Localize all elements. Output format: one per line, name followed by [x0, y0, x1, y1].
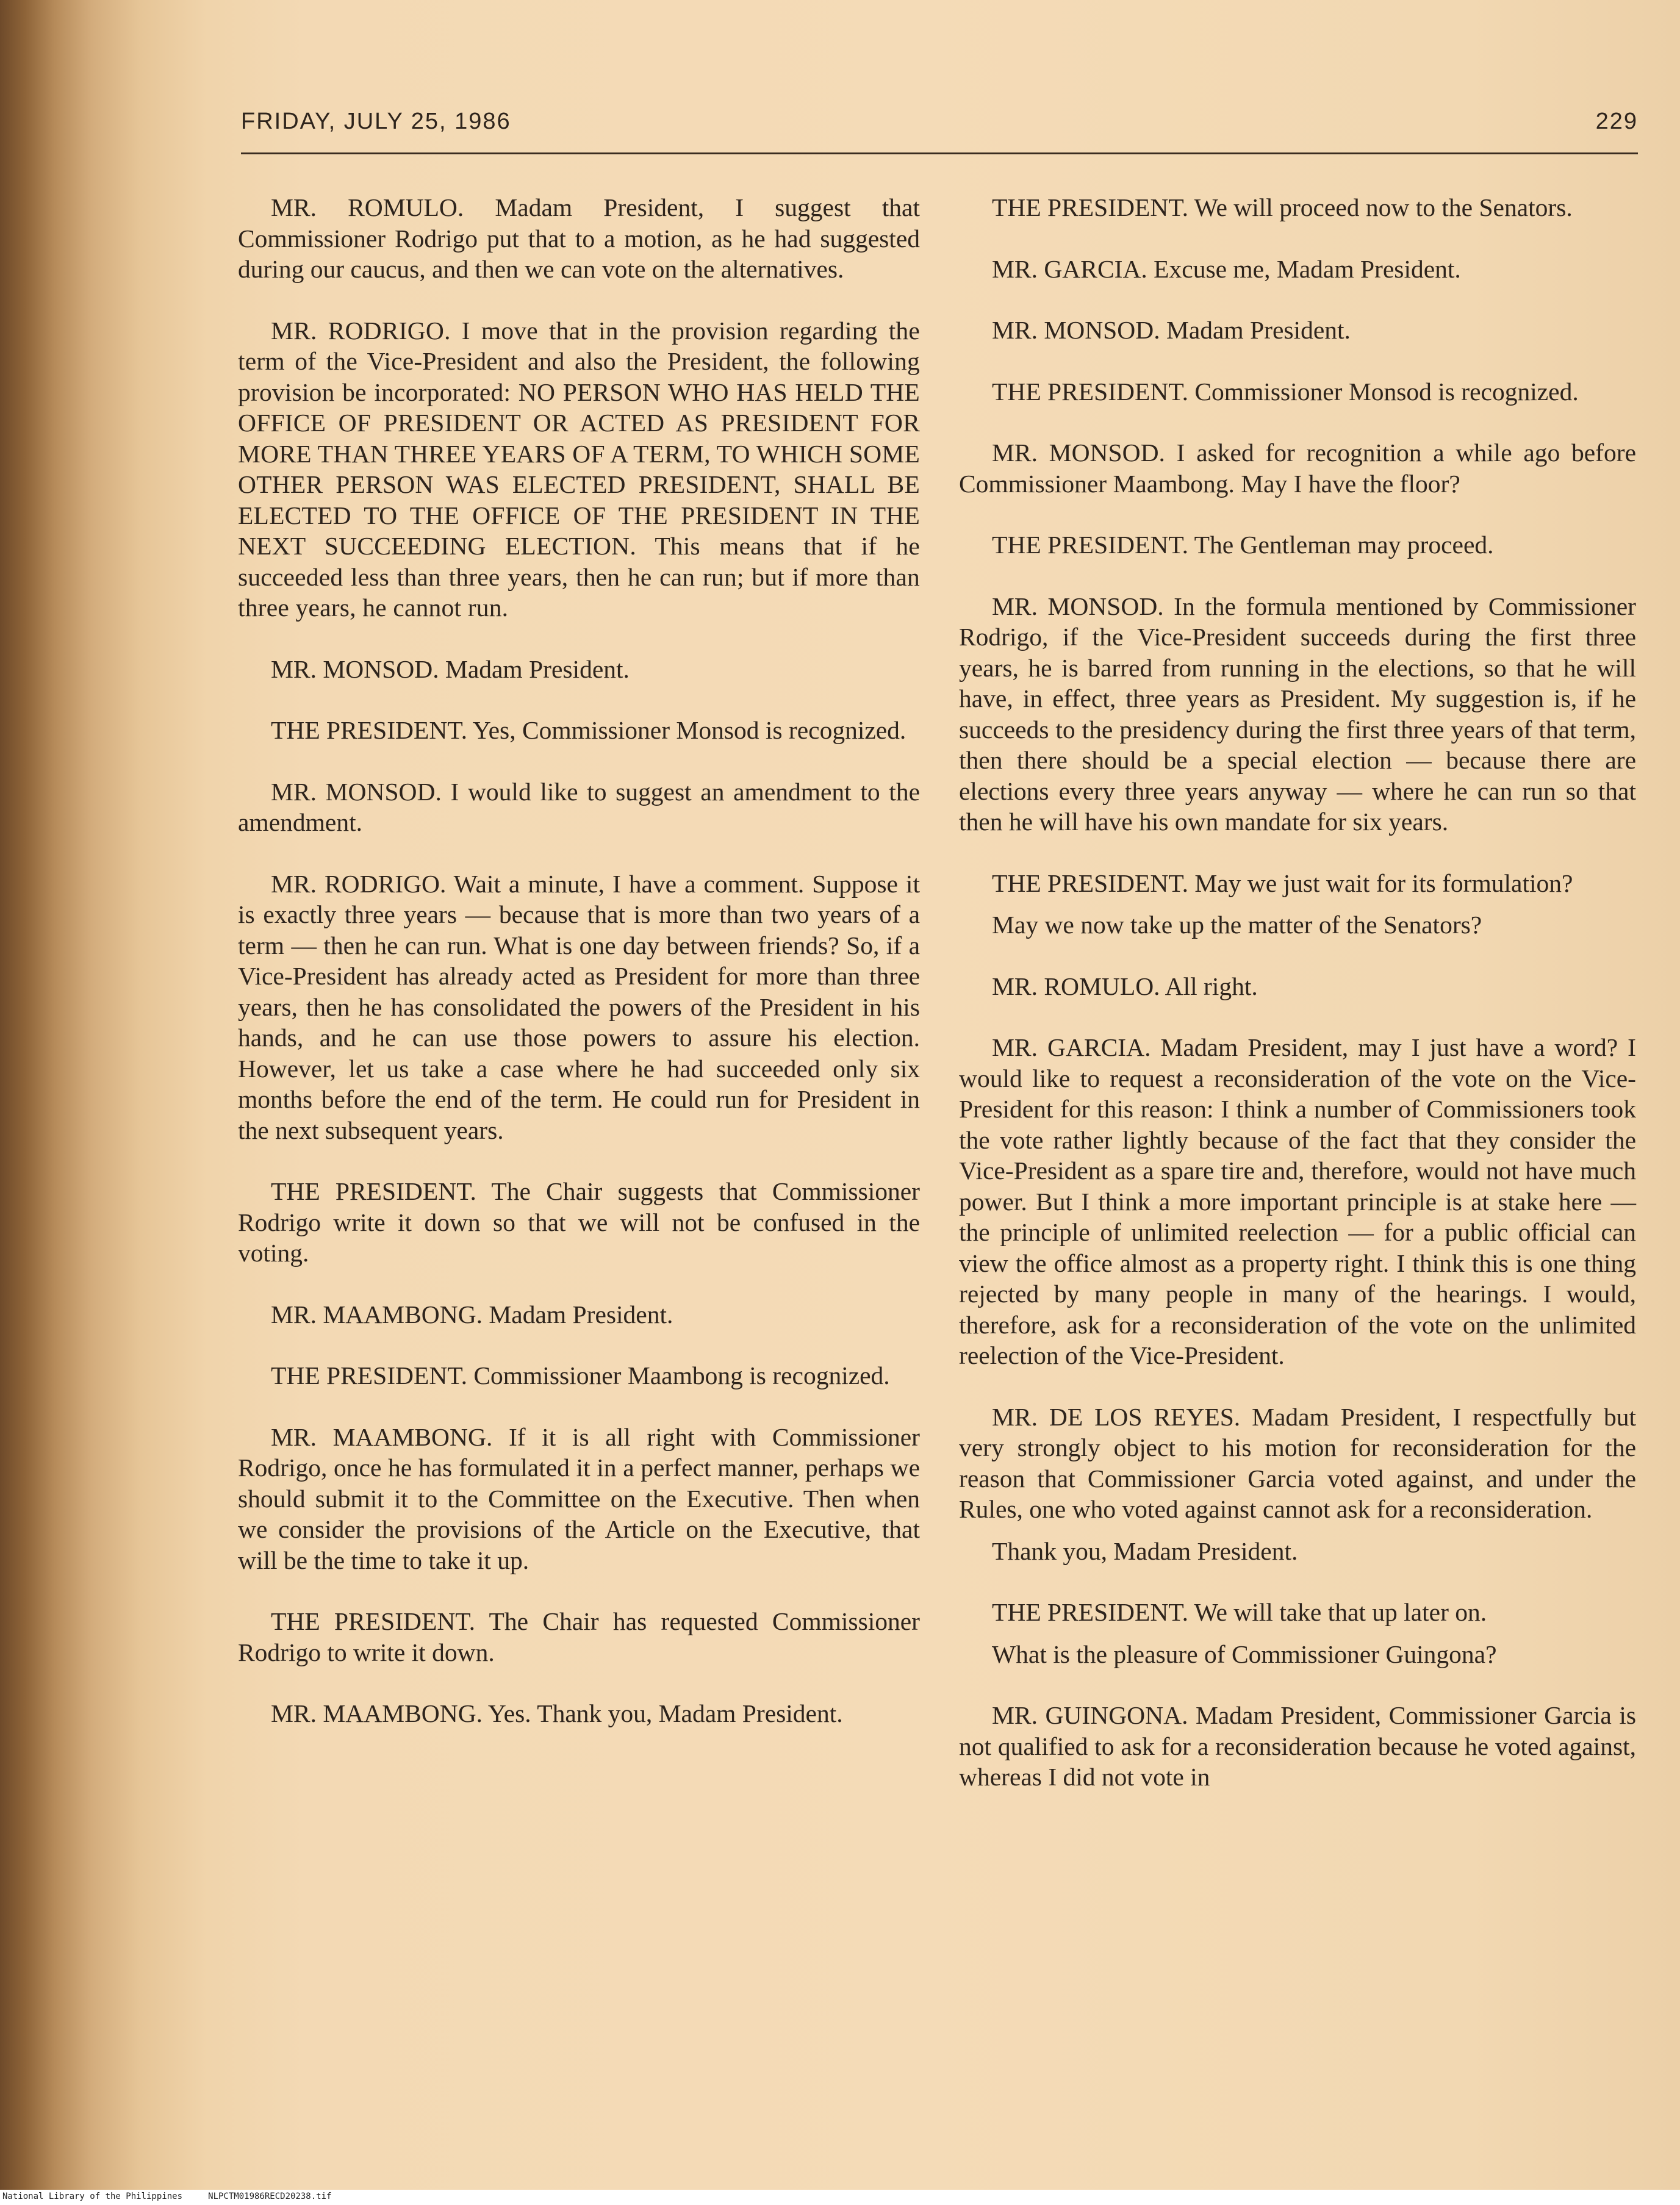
right-column: [959, 192, 1636, 1823]
header-rule: [241, 152, 1638, 154]
paragraph: MR. RODRIGO. Wait a minute, I have a comment. Suppose it is exactly three years — because that is more than two years of a term — then he can run. What is one day between friends? So, if a Vice-President has already acted as President for more than three years, then he has consolidated the powers of the President in his hands, and he can use those powers to assure his election. However, let us take a case where he had succeeded only six months before the end of the term. He could run for President in the next subsequent years.: [238, 869, 920, 1144]
page-header: [241, 109, 1638, 145]
paragraph: What is the pleasure of Commissioner Guingona?: [992, 1640, 1497, 1668]
paragraph: MR. MAAMBONG. Madam President.: [271, 1300, 673, 1328]
paragraph: May we now take up the matter of the Senators?: [992, 911, 1482, 939]
paragraph: Thank you, Madam President.: [992, 1536, 1298, 1565]
paragraph: MR. GARCIA. Excuse me, Madam President.: [992, 254, 1461, 283]
paragraph: MR. GUINGONA. Madam President, Commissioner Garcia is not qualified to ask for a reconsideration because he voted against, whereas I did not vote in: [959, 1701, 1636, 1791]
paragraph: THE PRESIDENT. The Gentleman may proceed.: [992, 531, 1494, 559]
paragraph: THE PRESIDENT. Commissioner Monsod is recognized.: [992, 377, 1579, 406]
paragraph: MR. GARCIA. Madam President, may I just have a word? I would like to request a reconsideration of the vote on the Vice-President for this reason: I think a number of Commissioners took the vote rather lightly because of the fact that they consider the Vice-President as a spare tire and, therefore, would not have much power. But I think a more important principle is at stake here — the principle of unlimited reelection — for a public official can view the office almost as a property right. I think this is one thing rejected by many people in many of the hearings. I would, therefore, ask for a reconsideration of the vote on the unlimited reelection of the Vice-President.: [959, 1033, 1636, 1369]
paragraph: THE PRESIDENT. We will take that up later on.: [992, 1598, 1487, 1626]
paragraph: MR. MONSOD. In the formula mentioned by Commissioner Rodrigo, if the Vice-President succeeds during the first three years, he is barred from running in the elections, so that he will have, in effect, three years as President. My suggestion is, if he succeeds to the presidency during the first three years of that term, then there should be a special election — because there are elections every three years anyway — where he can run so that then he will have his own mandate for six years.: [959, 592, 1636, 836]
paragraph: MR. MONSOD. I would like to suggest an amendment to the amendment.: [238, 777, 920, 836]
paragraph: MR. MONSOD. I asked for recognition a while ago before Commissioner Maambong. May I have the floor?: [959, 439, 1636, 498]
paragraph: MR. ROMULO. Madam President, I suggest that Commissioner Rodrigo put that to a motion, as he had suggested during our caucus, and then we can vote on the alternatives.: [238, 193, 920, 283]
paragraph: THE PRESIDENT. Commissioner Maambong is recognized.: [271, 1361, 890, 1389]
paragraph: THE PRESIDENT. The Chair suggests that Commissioner Rodrigo write it down so that we will not be confused in the voting.: [238, 1177, 920, 1267]
paragraph: MR. MAAMBONG. If it is all right with Commissioner Rodrigo, once he has formulated it in a perfect manner, perhaps we should submit it to the Committee on the Executive. Then when we consider the provisions of the Article on the Executive, that will be the time to take it up.: [238, 1422, 920, 1574]
scan-label: National Library of the Philippines NLPCTM01986RECD20238.tif: [2, 2192, 332, 2201]
paragraph: MR. RODRIGO. I move that in the provision regarding the term of the Vice-President and also the President, the following provision be incorporated: NO PERSON WHO HAS HELD THE OFFICE OF PRESIDENT OR ACTED AS PRESIDENT FOR MORE THAN THREE YEARS OF A TERM, TO WHICH SOME OTHER PERSON WAS ELECTED PRESIDENT, SHALL BE ELECTED TO THE OFFICE OF THE PRESIDENT IN THE NEXT SUCCEEDING ELECTION. This means that if he succeeded less than three years, then he can run; but if more than three years, he cannot run.: [238, 316, 920, 622]
paragraph: MR. MONSOD. Madam President.: [992, 316, 1351, 344]
paragraph: THE PRESIDENT. We will proceed now to the Senators.: [992, 193, 1573, 221]
header-date: FRIDAY, JULY 25, 1986: [241, 109, 511, 134]
paragraph: THE PRESIDENT. Yes, Commissioner Monsod is recognized.: [271, 716, 906, 744]
page-number: 229: [1595, 109, 1638, 134]
paragraph: MR. ROMULO. All right.: [992, 972, 1258, 1000]
paragraph: MR. MONSOD. Madam President.: [271, 654, 630, 683]
left-column: [238, 192, 920, 1760]
paragraph: THE PRESIDENT. The Chair has requested Commissioner Rodrigo to write it down.: [238, 1607, 920, 1666]
paragraph: MR. DE LOS REYES. Madam President, I respectfully but very strongly object to his motion for reconsideration for the reason that Commissioner Garcia voted against, and under the Rules, one who voted against cannot ask for a reconsideration.: [959, 1402, 1636, 1523]
paragraph: MR. MAAMBONG. Yes. Thank you, Madam President.: [271, 1699, 843, 1727]
paragraph: THE PRESIDENT. May we just wait for its formulation?: [992, 869, 1573, 897]
